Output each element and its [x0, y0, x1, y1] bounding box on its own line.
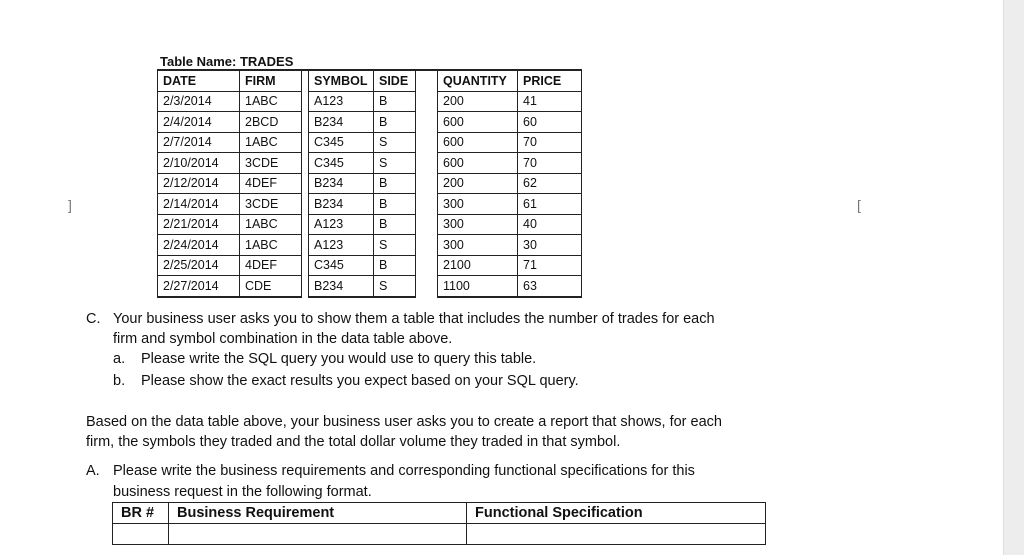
margin-bracket-left: ]: [68, 197, 72, 213]
cell-quantity: 2100: [438, 255, 518, 276]
column-gap: [302, 70, 309, 91]
header-firm: FIRM: [240, 70, 302, 91]
header-side: SIDE: [374, 70, 416, 91]
cell-firm: 3CDE: [240, 194, 302, 215]
question-c-marker: C.: [86, 311, 101, 327]
cell-symbol: B234: [309, 194, 374, 215]
trade-row: [158, 132, 582, 153]
cell-price: 71: [518, 255, 582, 276]
cell-quantity: 600: [438, 132, 518, 153]
column-gap: [302, 194, 309, 215]
trade-row: [158, 235, 582, 256]
column-gap: [302, 91, 309, 112]
header-symbol: SYMBOL: [309, 70, 374, 91]
column-gap: [416, 214, 438, 235]
br-empty-row: [113, 524, 766, 545]
question-a-line2: business request in the following format.: [113, 484, 372, 500]
cell-quantity: 200: [438, 91, 518, 112]
cell-side: S: [374, 235, 416, 256]
cell-quantity: 300: [438, 235, 518, 256]
cell-firm: 2BCD: [240, 112, 302, 133]
cell-firm: 4DEF: [240, 255, 302, 276]
cell-side: B: [374, 112, 416, 133]
cell-price: 30: [518, 235, 582, 256]
cell-side: B: [374, 91, 416, 112]
paragraph-line1: Based on the data table above, your business user asks you to create a report that shows, for each: [86, 414, 722, 430]
trades-table: [157, 69, 582, 298]
question-c-a-text: Please write the SQL query you would use to query this table.: [141, 351, 537, 367]
cell-symbol: B234: [309, 112, 374, 133]
br-table: [112, 502, 766, 545]
trade-row: [158, 153, 582, 174]
br-cell: [169, 524, 467, 545]
column-gap: [302, 214, 309, 235]
cell-quantity: 600: [438, 112, 518, 133]
cell-price: 61: [518, 194, 582, 215]
cell-price: 40: [518, 214, 582, 235]
cell-symbol: B234: [309, 276, 374, 297]
trade-row: [158, 194, 582, 215]
column-gap: [416, 235, 438, 256]
cell-date: 2/14/2014: [158, 194, 240, 215]
cell-quantity: 1100: [438, 276, 518, 297]
trade-row: [158, 276, 582, 297]
table-title: Table Name: TRADES: [160, 54, 294, 69]
trade-row: [158, 173, 582, 194]
margin-bracket-right: [: [857, 197, 861, 213]
cell-symbol: A123: [309, 214, 374, 235]
cell-symbol: C345: [309, 132, 374, 153]
paragraph-line2: firm, the symbols they traded and the total dollar volume they traded in that symbol.: [86, 434, 621, 450]
column-gap: [416, 255, 438, 276]
cell-date: 2/24/2014: [158, 235, 240, 256]
cell-date: 2/12/2014: [158, 173, 240, 194]
cell-side: S: [374, 153, 416, 174]
column-gap: [302, 112, 309, 133]
page-edge: [1003, 0, 1024, 555]
question-c-b-text: Please show the exact results you expect based on your SQL query.: [141, 373, 579, 389]
br-header-specification: Functional Specification: [467, 503, 766, 524]
cell-firm: 1ABC: [240, 132, 302, 153]
cell-side: B: [374, 214, 416, 235]
cell-quantity: 300: [438, 194, 518, 215]
cell-firm: 1ABC: [240, 235, 302, 256]
cell-side: B: [374, 194, 416, 215]
column-gap: [416, 112, 438, 133]
cell-price: 60: [518, 112, 582, 133]
cell-date: 2/10/2014: [158, 153, 240, 174]
cell-date: 2/25/2014: [158, 255, 240, 276]
cell-symbol: A123: [309, 91, 374, 112]
header-date: DATE: [158, 70, 240, 91]
cell-symbol: C345: [309, 153, 374, 174]
trade-row: [158, 91, 582, 112]
cell-side: S: [374, 276, 416, 297]
cell-date: 2/27/2014: [158, 276, 240, 297]
question-a-line1: Please write the business requirements and corresponding functional specifications for this: [113, 463, 695, 479]
cell-symbol: B234: [309, 173, 374, 194]
br-header-row: [113, 503, 766, 524]
column-gap: [416, 91, 438, 112]
question-c-b-marker: b.: [113, 373, 126, 389]
cell-quantity: 300: [438, 214, 518, 235]
cell-price: 70: [518, 153, 582, 174]
column-gap: [302, 153, 309, 174]
cell-date: 2/7/2014: [158, 132, 240, 153]
column-gap: [302, 276, 309, 297]
question-c-a-marker: a.: [113, 351, 126, 367]
cell-firm: 1ABC: [240, 91, 302, 112]
column-gap: [302, 235, 309, 256]
cell-price: 70: [518, 132, 582, 153]
cell-date: 2/21/2014: [158, 214, 240, 235]
column-gap: [416, 173, 438, 194]
br-header-number: BR #: [113, 503, 169, 524]
cell-date: 2/3/2014: [158, 91, 240, 112]
column-gap: [416, 132, 438, 153]
cell-firm: 1ABC: [240, 214, 302, 235]
cell-side: S: [374, 132, 416, 153]
cell-price: 62: [518, 173, 582, 194]
cell-quantity: 600: [438, 153, 518, 174]
column-gap: [416, 194, 438, 215]
column-gap: [416, 70, 438, 91]
br-header-requirement: Business Requirement: [169, 503, 467, 524]
column-gap: [416, 276, 438, 297]
trades-header-row: [158, 70, 582, 91]
cell-side: B: [374, 255, 416, 276]
question-c-line2: firm and symbol combination in the data table above.: [113, 331, 453, 347]
trade-row: [158, 255, 582, 276]
cell-firm: 4DEF: [240, 173, 302, 194]
trade-row: [158, 214, 582, 235]
cell-firm: 3CDE: [240, 153, 302, 174]
column-gap: [416, 153, 438, 174]
header-price: PRICE: [518, 70, 582, 91]
cell-side: B: [374, 173, 416, 194]
cell-price: 63: [518, 276, 582, 297]
question-c-line1: Your business user asks you to show them a table that includes the number of trades for each: [113, 311, 715, 327]
column-gap: [302, 173, 309, 194]
column-gap: [302, 255, 309, 276]
cell-symbol: A123: [309, 235, 374, 256]
cell-price: 41: [518, 91, 582, 112]
trade-row: [158, 112, 582, 133]
br-cell: [113, 524, 169, 545]
cell-quantity: 200: [438, 173, 518, 194]
cell-firm: CDE: [240, 276, 302, 297]
header-quantity: QUANTITY: [438, 70, 518, 91]
br-cell: [467, 524, 766, 545]
column-gap: [302, 132, 309, 153]
cell-date: 2/4/2014: [158, 112, 240, 133]
cell-symbol: C345: [309, 255, 374, 276]
question-a-marker: A.: [86, 463, 100, 479]
